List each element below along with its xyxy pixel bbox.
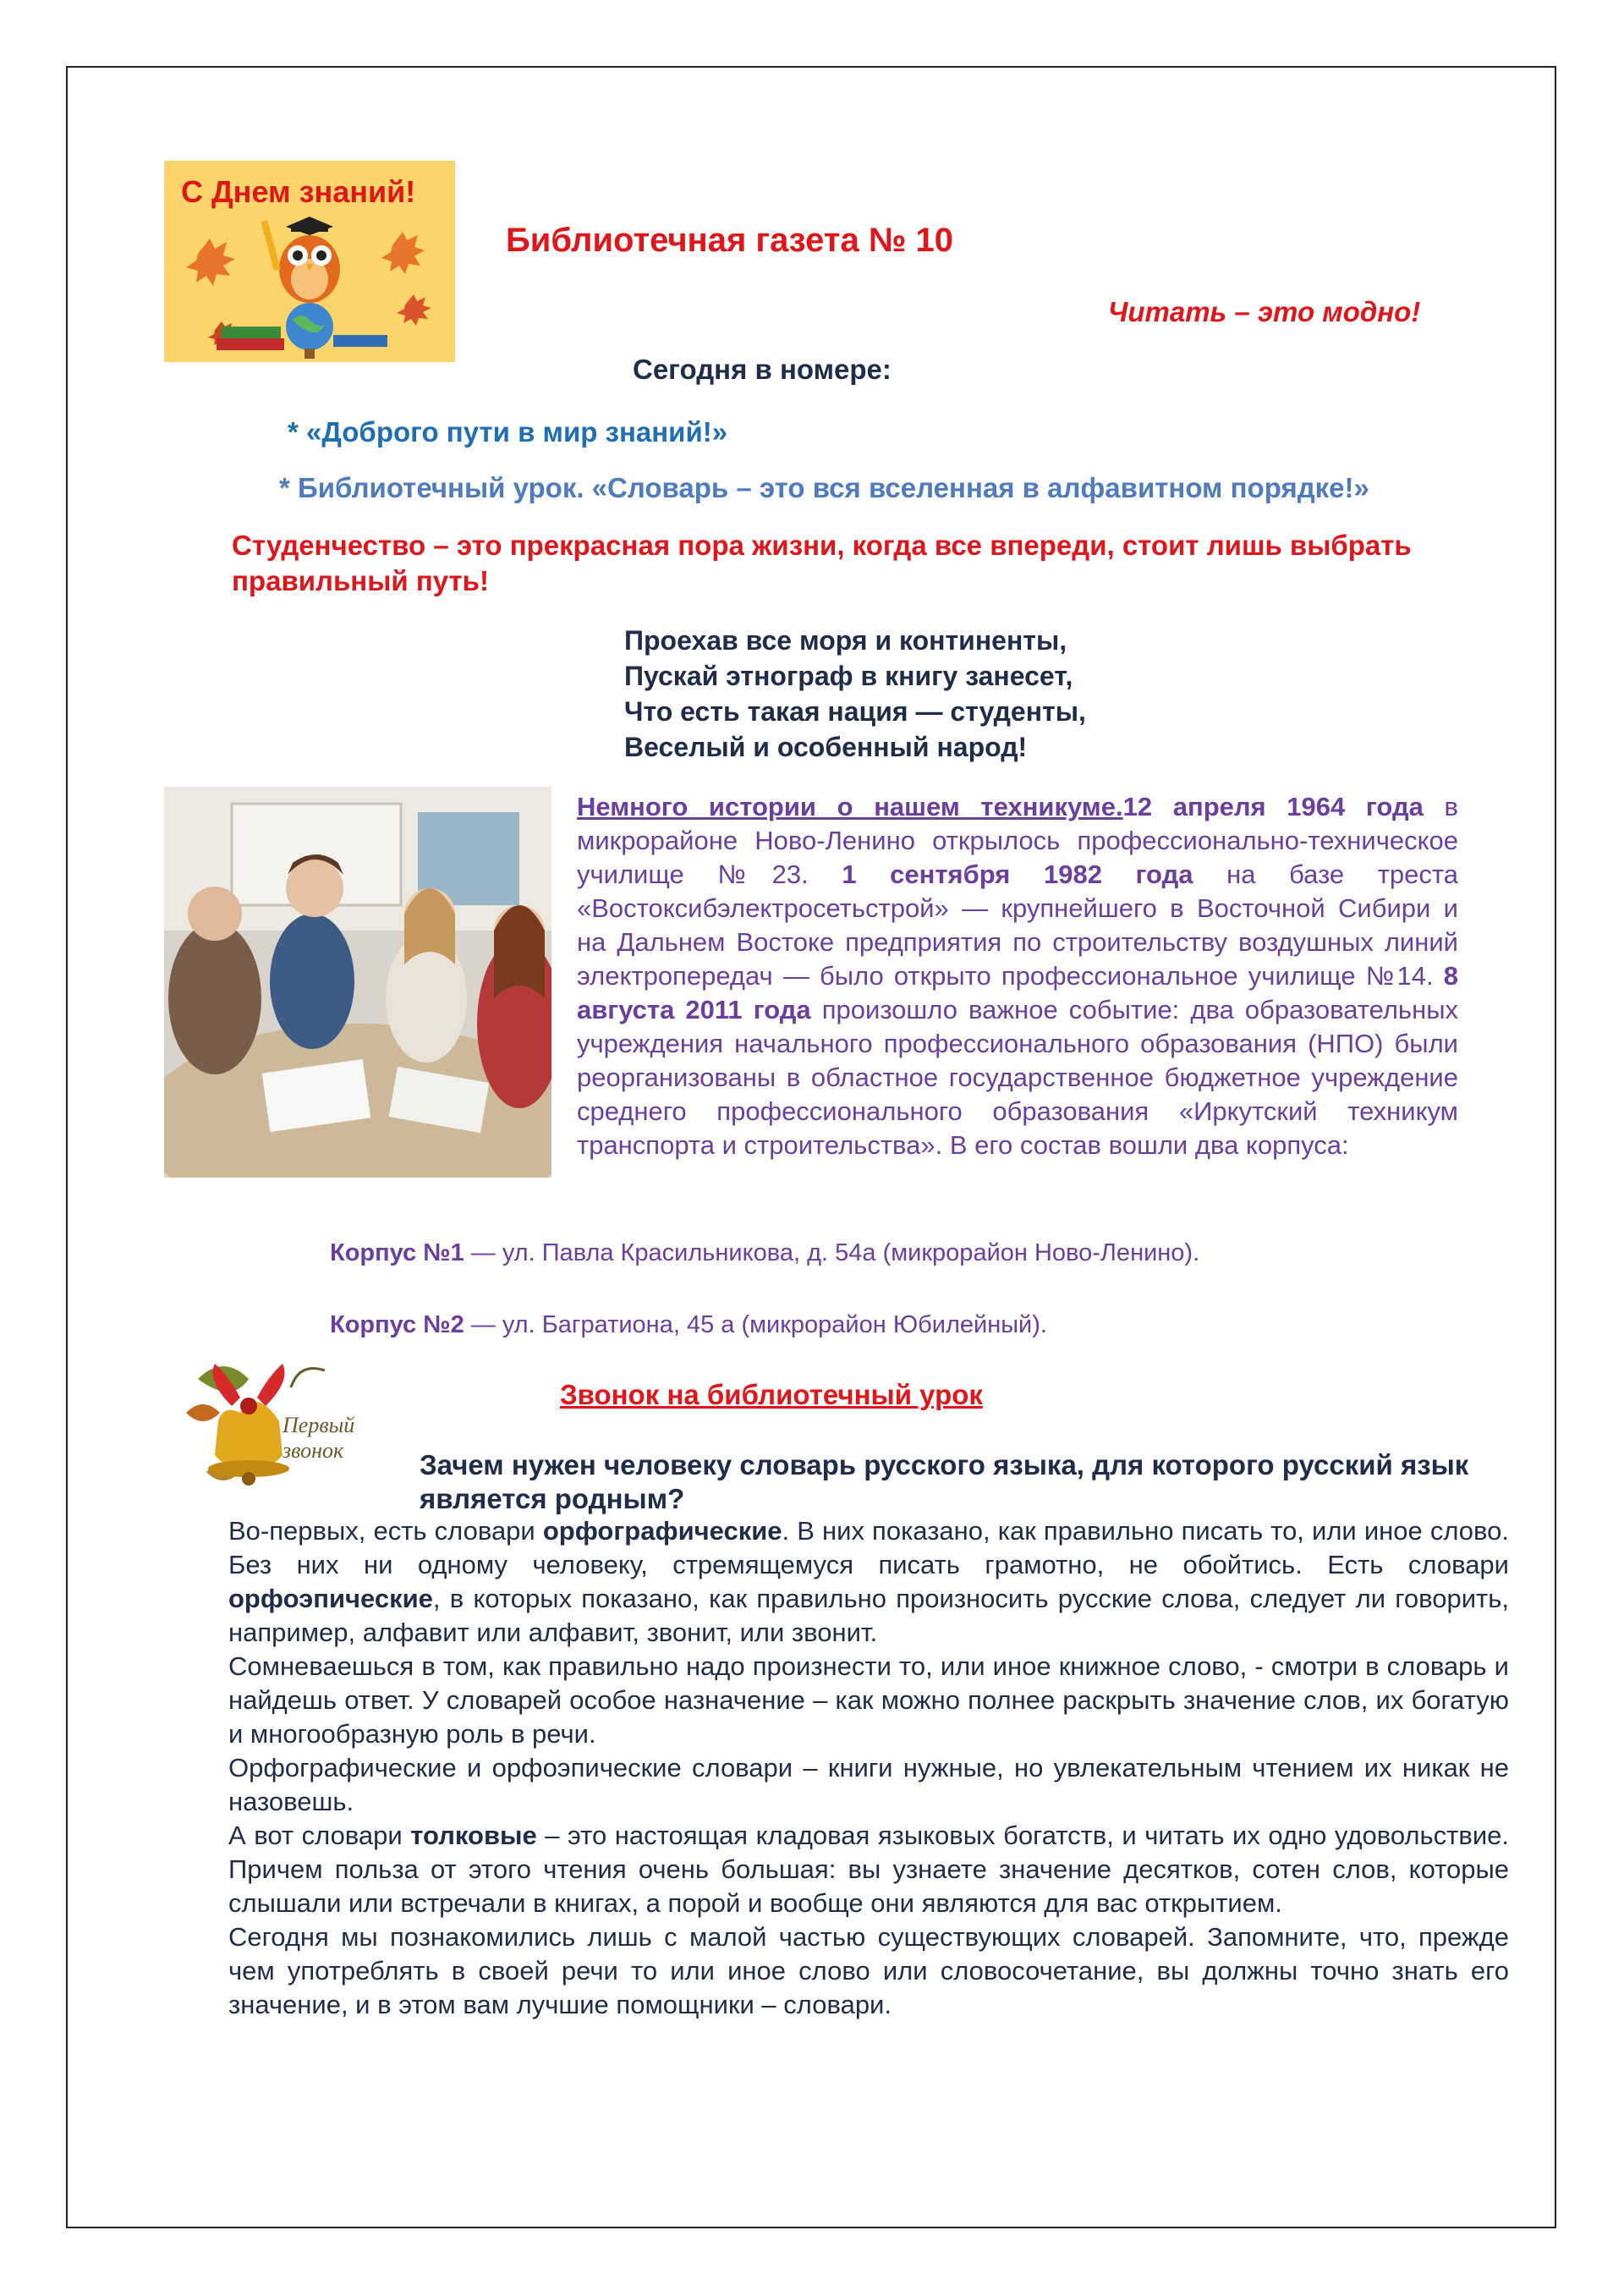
students-photo-image [164,787,551,1178]
text-run: , в которых показано, как правильно произносить русские слова, следует ли говорить, например, алфавит или алфавит, звонит, или звонит. [228,1584,1509,1647]
bell-caption: Первый звонок [283,1413,355,1463]
text-run: – это настоящая кладовая языковых богатств, и читать их одно удовольствие. Причем польза от этого чтения очень большая: вы узнаете значение десятков, сотен слов, которые слышали или встречали в книгах, а порой и вообще они являются для вас открытием. [228,1821,1509,1918]
history-date: 12 апреля 1964 года [1122,792,1424,821]
banner-text: С Днем знаний! [181,174,416,209]
newspaper-title: Библиотечная газета № 10 [506,222,954,259]
library-lesson-title: Звонок на библиотечный урок [560,1379,983,1410]
text-run: А вот словари [228,1821,411,1850]
history-text: в микрорайоне Ново-Ленино открылось профессионально-техническое училище №23. [577,792,1458,889]
poem-line: Что есть такая нация — студенты, [624,696,1086,727]
students-photo [164,787,551,1178]
bold-term: орфографические [542,1516,782,1546]
poem-line: Пускай этнограф в книгу занесет, [624,661,1073,691]
poem [624,623,1086,765]
lesson-paragraph: Сегодня мы познакомились лишь с малой частью существующих словарей. Запомните, что, прежде чем употреблять в своей речи то или иное слово или словосочетание, вы должны точно знать его значение, и в этом вам лучшие помощники – словари. [228,1922,1509,2019]
poem-line: Веселый и особенный народ! [624,732,1028,762]
text-run: . В них показано, как правильно писать то, или иное слово. Без них ни одному человеку, стремящемуся писать грамотно, не обойтись. Есть словари [228,1516,1509,1579]
history-date: 8 августа 2011 года [577,961,1458,1024]
knowledge-day-banner [164,161,455,362]
corpus-1 [330,1239,1199,1267]
history-paragraph [577,790,1458,1162]
first-bell-illustration [181,1354,403,1504]
issue-item-2: * Библиотечный урок. «Словарь – это вся вселенная в алфавитном порядке!» [279,472,1369,503]
history-text: произошло важное событие: два образовательных учреждения начального профессионального образования (НПО) были реорганизованы в областное государственное бюджетное учреждение среднего профессионального образования «Иркутский техникум транспорта и строительства». В его состав вошли два корпуса: [577,995,1458,1160]
poem-line: Проехав все моря и континенты, [624,625,1067,656]
text-run: Во-первых, есть словари [228,1516,543,1546]
lesson-paragraph [228,1514,1509,1650]
lesson-paragraph [228,1819,1509,1920]
student-motto: Студенчество – это прекрасная пора жизни, когда все впереди, стоит лишь выбрать правильный путь! [232,530,1412,596]
issue-item-1: * «Доброго пути в мир знаний!» [288,416,728,448]
lesson-paragraph: Орфографические и орфоэпические словари – книги нужные, но увлекательным чтением их никак не назовешь. [228,1753,1509,1816]
bold-term: орфоэпические [228,1584,433,1613]
corpus-address: — ул. Багратиона, 45 а (микрорайон Юбилейный). [464,1311,1047,1338]
corpus-name: Корпус №2 [330,1311,464,1338]
history-lead: Немного истории о нашем техникуме. [577,792,1123,821]
corpus-name: Корпус №1 [330,1239,464,1266]
history-date: 1 сентября 1982 года [842,860,1193,889]
lesson-question: Зачем нужен человеку словарь русского языка, для которого русский язык является родным? [420,1449,1469,1514]
lesson-paragraph: Сомневаешься в том, как правильно надо произнести то, или иное книжное слово, - смотри в словарь и найдешь ответ. У словарей особое назначение – как можно полнее раскрыть значение слов, их богатую и многообразную роль в речи. [228,1651,1509,1749]
lesson-body [228,1514,1509,2022]
corpus-address: — ул. Павла Красильникова, д. 54а (микрорайон Ново-Ленино). [464,1239,1200,1266]
bold-term: толковые [410,1821,537,1850]
history-text: на базе треста «Востоксибэлектросетьстрой» — крупнейшего в Восточной Сибири и на Дальнем Востоке предприятия по строительству воздушных линий электропередач — было открыто профессиональное училище №14. [577,860,1458,991]
slogan: Читать – это модно! [1108,296,1421,327]
corpus-2 [330,1311,1047,1339]
in-this-issue-heading: Сегодня в номере: [633,354,892,385]
